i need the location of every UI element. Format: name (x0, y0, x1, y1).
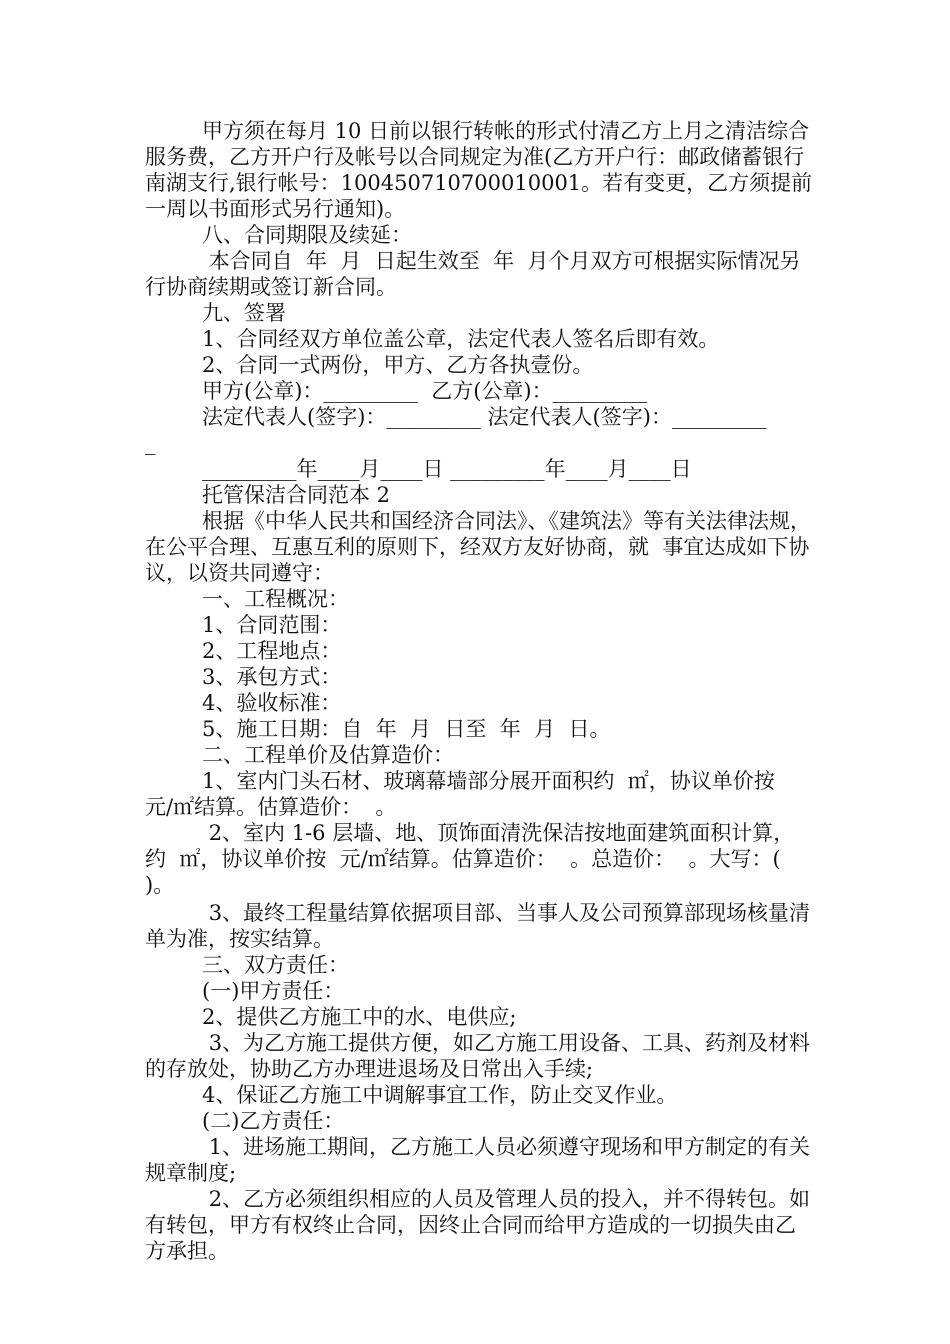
paragraph-price-3: 3、最终工程量结算依据项目部、当事人及公司预算部现场核量清单为准，按实结算。 (145, 901, 811, 951)
item-contract-method: 3、承包方式： (202, 665, 342, 689)
paragraph-payment-terms: 甲方须在每月 10 日前以银行转帐的形式付清乙方上月之清洁综合服务费，乙方开户行及帐号以合同规定为准(乙方开户行：邮政储蓄银行南湖支行,银行帐号：100450710700010001。若有变更，乙方须提前一周以书面形式另行通知)。 (145, 119, 813, 221)
item-contract-scope: 1、合同范围： (202, 613, 342, 637)
party-a-item-4: 4、保证乙方施工中调解事宜工作，防止交叉作业。 (202, 1083, 678, 1107)
party-b-item-2: 2、乙方必须组织相应的人员及管理人员的投入，并不得转包。如有转包，甲方有权终止合同，因终止合同而给甲方造成的一切损失由乙方承担。 (145, 1187, 811, 1263)
heading-party-b: (二)乙方责任： (202, 1109, 345, 1133)
heading-unit-price: 二、工程单价及估算造价： (202, 743, 454, 767)
underscore-overflow: _ (145, 431, 156, 455)
heading-party-a: (一)甲方责任： (202, 979, 345, 1003)
section-title-sample-2: 托管保洁合同范本 2 (202, 483, 391, 507)
heading-contract-term: 八、合同期限及续延： (202, 223, 412, 247)
seal-line: 甲方(公章)：_________ 乙方(公章)：_________ (202, 379, 648, 403)
party-a-item-2: 2、提供乙方施工中的水、电供应; (202, 1005, 517, 1029)
party-a-item-3: 3、为乙方施工提供方便，如乙方施工用设备、工具、药剂及材料的存放处，协助乙方办理进退场及日常出入手续; (145, 1031, 811, 1081)
item-project-location: 2、工程地点： (202, 639, 342, 663)
paragraph-preamble: 根据《中华人民共和国经济合同法》、《建筑法》等有关法律法规，在公平合理、互惠互利的原则下，经双方友好协商，就 事宜达成如下协议，以资共同遵守： (145, 509, 811, 585)
paragraph-contract-term: 本合同自 年 月 日起生效至 年 月个月双方可根据实际情况另行协商续期或签订新合同。 (145, 249, 801, 299)
paragraph-signature-1: 1、合同经双方单位盖公章，法定代表人签名后即有效。 (202, 327, 720, 351)
paragraph-price-2: 2、室内 1-6 层墙、地、顶饰面清洗保洁按地面建筑面积计算，约 ㎡，协议单价按 元/㎡结算。估算造价： 。总造价： 。大写：( )。 (145, 821, 795, 897)
paragraph-signature-2: 2、合同一式两份，甲方、乙方各执壹份。 (202, 353, 594, 377)
party-b-item-1: 1、进场施工期间，乙方施工人员必须遵守现场和甲方制定的有关规章制度; (145, 1135, 811, 1185)
paragraph-price-1: 1、室内门头石材、玻璃幕墙部分展开面积约 ㎡，协议单价按 元/㎡结算。估算造价： 。 (145, 769, 789, 819)
date-line: _________年____月____日 _________年____月____日 (202, 457, 692, 481)
heading-signature: 九、签署 (202, 301, 286, 325)
representative-line: 法定代表人(签字)：_________ 法定代表人(签字)：_________ (202, 405, 767, 429)
heading-responsibilities: 三、双方责任： (202, 953, 349, 977)
document-body (145, 118, 815, 1264)
item-construction-date: 5、施工日期：自 年 月 日至 年 月 日。 (202, 717, 611, 741)
item-acceptance-standard: 4、验收标准： (202, 691, 342, 715)
heading-project-overview: 一、工程概况： (202, 587, 349, 611)
